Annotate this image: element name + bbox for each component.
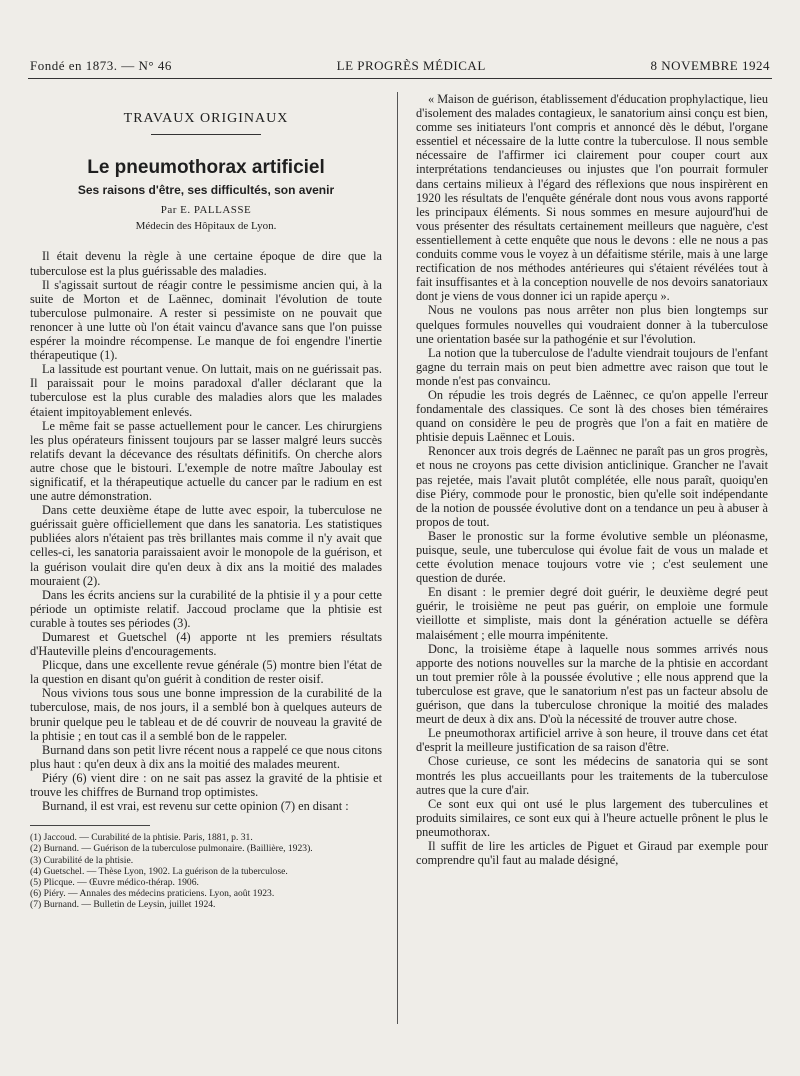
paragraph: Burnand, il est vrai, est revenu sur cette opinion (7) en disant : <box>42 799 349 814</box>
article-title: Le pneumothorax artificiel <box>87 157 325 179</box>
column-divider <box>397 92 398 1024</box>
footnote: (6) Piéry. — Annales des médecins praticiens. Lyon, août 1923. <box>30 888 275 900</box>
section-heading: TRAVAUX ORIGINAUX <box>123 111 289 126</box>
paragraph: La notion que la tuberculose de l'adulte viendrait toujours de l'enfant gagne du terrain mais on peut bien admettre avec raison que tout le monde n'est pas convaincu. <box>416 345 768 388</box>
paragraph: Le pneumothorax artificiel arrive à son heure, il trouve dans cet état d'esprit la meilleure justification de sa raison d'être. <box>416 726 768 755</box>
right-column <box>416 92 768 867</box>
paragraph: Chose curieuse, ce sont les médecins de sanatoria qui se sont montrés les plus accueillants pour les traitements de la tuberculose autres que la cure d'air. <box>416 754 768 797</box>
paragraph: Baser le pronostic sur la forme évolutive semble un pléonasme, puisque, seule, une tuberculose qui évolue fait de vous un malade et cette évolution menace toujours votre vie ; c'est seulement une question de durée. <box>416 528 768 586</box>
paragraph: Il suffit de lire les articles de Piguet et Giraud par exemple pour comprendre qu'il faut au malade désigné, <box>416 838 768 868</box>
article-affiliation: Médecin des Hôpitaux de Lyon. <box>135 220 277 233</box>
paragraph: « Maison de guérison, établissement d'éducation prophylactique, lieu d'isolement des malades contagieux, le sanatorium ainsi conçu est bien, comme ses initiateurs l'ont compris et annoncé dès le début, l'organe essentiel et nécessaire de la lutte contre la tuberculose. Il nous semble nécessaire de l'affirmer ici clairement pour couper court aux interprétations tendancieuses ou injustes que l'on pourrait formuler dans certains milieux à l'égard des réflexions que nous inspirèrent en 1920 les résultats de l'enquête générale dont nous vous avons rapporté les principaux éléments. Si nous sommes en mesure aujourd'hui de vous présenter des résultats certainement meilleurs que naguère, c'est essentiellement à cette enquête que nous le devons : elle ne nous a pas conduits comme vous le voyez à un défaitisme stérile, mais à une large rectification de nos méthodes antérieures qui s'étaient révélées tout à fait insuffisantes et à la conception nouvelle de nos devoirs sanatoriaux dont je viens de vous donner ici un rapide aperçu ». <box>416 92 768 304</box>
paragraph: Dans les écrits anciens sur la curabilité de la phtisie il y a pour cette période un optimiste relatif. Jaccoud proclame que la phtisie est curable à toutes ses périodes (3). <box>30 587 382 630</box>
paragraph: Donc, la troisième étape à laquelle nous sommes arrivés nous apporte des notions nouvelles sur la marche de la phtisie en accordant un tout premier rôle à la poussée évolutive ; elle nous apprend que la tuberculose est grave, que le sanatorium n'est pas un facteur absolu de guérison, que dans la tuberculose chronique la moitié des malades meurt de deux à dix ans. D'où la nécessité de trouver autre chose. <box>416 641 768 727</box>
paragraph: Ce sont eux qui ont usé le plus largement des tuberculines et produits similaires, ce sont eux qui à l'heure actuelle prônent le plus le pneumothorax. <box>416 796 768 839</box>
paragraph: En disant : le premier degré doit guérir, le deuxième degré peut guérir, le troisième ne peut pas guérir, on emploie une formule vieillotte et simpliste, mais dont la génération actuelle se défèra malaisément ; elle mourra impénitente. <box>416 585 768 642</box>
header-rule <box>28 78 772 79</box>
footnote: (2) Burnand. — Guérison de la tuberculose pulmonaire. (Baillière, 1923). <box>30 843 313 855</box>
footnotes <box>30 832 382 910</box>
footnote-rule <box>30 825 150 826</box>
article-subtitle: Ses raisons d'être, ses difficultés, son avenir <box>77 183 335 198</box>
paragraph: Nous ne voulons pas nous arrêter non plus bien longtemps sur quelques formules nouvelles qui voudraient donner à la tuberculose une orientation basée sur la pathogénie et sur l'évolution. <box>416 303 768 346</box>
footnote: (4) Guetschel. — Thèse Lyon, 1902. La guérison de la tuberculose. <box>30 865 288 877</box>
paragraph: Il s'agissait surtout de réagir contre le pessimisme ancien qui, à la suite de Morton et de Laënnec, dominait l'évolution de toute tuberculose pulmonaire. A rester si pessimiste on ne pouvait que renoncer à une lutte où l'on était vaincu d'avance sans que l'on puisse espérer la moindre récompense. Le manque de foi engendre l'inertie thérapeutique (1). <box>30 277 382 363</box>
header-date: 8 NOVEMBRE 1924 <box>650 58 770 73</box>
header-issue: Fondé en 1873. — N° 46 <box>30 58 172 73</box>
paragraph: Il était devenu la règle à une certaine époque de dire que la tuberculose est la plus guérissable des maladies. <box>30 249 382 278</box>
paragraph: Piéry (6) vient dire : on ne sait pas assez la gravité de la phtisie et trouve les chiffres de Burnand trop optimistes. <box>30 770 382 800</box>
paragraph: Renoncer aux trois degrés de Laënnec ne paraît pas un gros progrès, et nous ne croyons pas cette division anticlinique. Grancher ne l'avait pas rejetée, mais l'avait plutôt complétée, elle nous paraît, quoiqu'en dise Piéry, commode pour le pronostic, bien qu'elle soit indépendante de la notion de poussée évolutive dont on a tendance un peu à abuser à propos de tout. <box>416 444 768 529</box>
paragraph: Le même fait se passe actuellement pour le cancer. Les chirurgiens les plus opérateurs finissent toujours par se lasser malgré leurs succès relatifs devant la décevance des résultats définitifs. On cherche alors autre chose que le bistouri. L'exemple de notre maître Jaboulay est significatif, et la thérapeutique actuelle du cancer par le radium en est une autre démonstration. <box>30 418 382 504</box>
footnote: (3) Curabilité de la phtisie. <box>30 854 134 866</box>
paragraph: Plicque, dans une excellente revue générale (5) montre bien l'état de la question en disant qu'on guérit à condition de rester oisif. <box>30 658 382 687</box>
left-column <box>30 92 382 911</box>
footnote: (5) Plicque. — Œuvre médico-thérap. 1906. <box>30 877 199 889</box>
footnote: (1) Jaccoud. — Curabilité de la phtisie. Paris, 1881, p. 31. <box>30 832 253 844</box>
paragraph: Nous vivions tous sous une bonne impression de la curabilité de la tuberculose, mais, de nos jours, il a semblé bon à quelques auteurs de brunir quelque peu le tableau et de dé couvrir de nouveau la gravité de la phtisie ; en tout cas il a semblé bon de le rappeler. <box>30 686 382 743</box>
paragraph: On répudie les trois degrés de Laënnec, ce qu'on appelle l'erreur fondamentale des classiques. Ce sont là des choses bien téméraires quand on considère le peu de progrès que l'on a fait en matière de phtisie depuis Laënnec et Louis. <box>416 387 768 445</box>
paragraph: Dans cette deuxième étape de lutte avec espoir, la tuberculose ne guérissait guère officiellement que dans les sanatoria. Les statistiques publiées alors n'étaient pas très brillantes mais comme il n'y avait que celles-ci, les sanatoria paraissaient avoir le monopole de la guérison, et la guérison voulait dire qu'en deux à dix ans la moitié des malades mouraient (2). <box>30 503 382 588</box>
footnote: (7) Burnand. — Bulletin de Leysin, juillet 1924. <box>30 899 216 911</box>
paragraph: Burnand dans son petit livre récent nous a rappelé ce que nous citons plus haut : qu'en deux à dix ans la moitié des malades meurent. <box>30 742 382 771</box>
paragraph: La lassitude est pourtant venue. On luttait, mais on ne guérissait pas. Il paraissait pour le moins paradoxal d'aller déclarant que la tuberculose est la plus curable des maladies alors que les malades étaient impitoyablement enlevés. <box>30 362 382 419</box>
section-rule <box>151 134 261 135</box>
paragraph: Dumarest et Guetschel (4) apporte nt les premiers résultats d'Hauteville pleins d'encouragements. <box>30 630 382 659</box>
article-author: Par E. PALLASSE <box>160 204 252 217</box>
running-head <box>30 58 770 74</box>
header-journal-title: LE PROGRÈS MÉDICAL <box>336 58 486 73</box>
